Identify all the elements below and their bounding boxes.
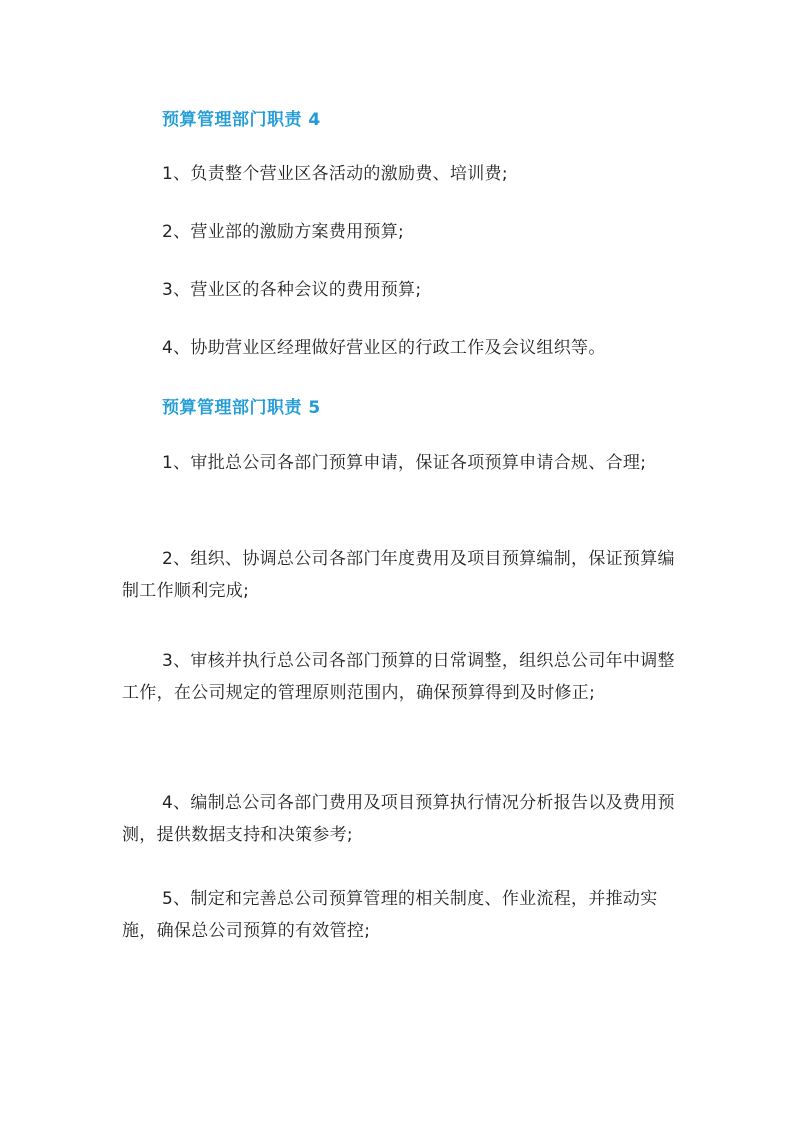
list-item: 1、负责整个营业区各活动的激励费、培训费; (162, 164, 508, 184)
list-item: 3、审核并执行总公司各部门预算的日常调整，组织总公司年中调整工作，在公司规定的管理原则范围内，确保预算得到及时修正; (122, 651, 675, 703)
list-item: 4、编制总公司各部门费用及项目预算执行情况分析报告以及费用预测，提供数据支持和决策参考; (122, 793, 675, 845)
list-item: 4、协助营业区经理做好营业区的行政工作及会议组织等。 (162, 338, 606, 358)
list-item: 2、营业部的激励方案费用预算; (162, 222, 405, 242)
list-item: 5、制定和完善总公司预算管理的相关制度、作业流程，并推动实施，确保总公司预算的有效管控; (122, 889, 658, 941)
list-item: 3、营业区的各种会议的费用预算; (162, 280, 422, 300)
section-heading: 预算管理部门职责 4 (162, 110, 321, 130)
list-item: 2、组织、协调总公司各部门年度费用及项目预算编制，保证预算编制工作顺利完成; (122, 549, 675, 601)
list-item: 1、审批总公司各部门预算申请，保证各项预算申请合规、合理; (162, 453, 647, 473)
section-heading: 预算管理部门职责 5 (162, 398, 321, 418)
